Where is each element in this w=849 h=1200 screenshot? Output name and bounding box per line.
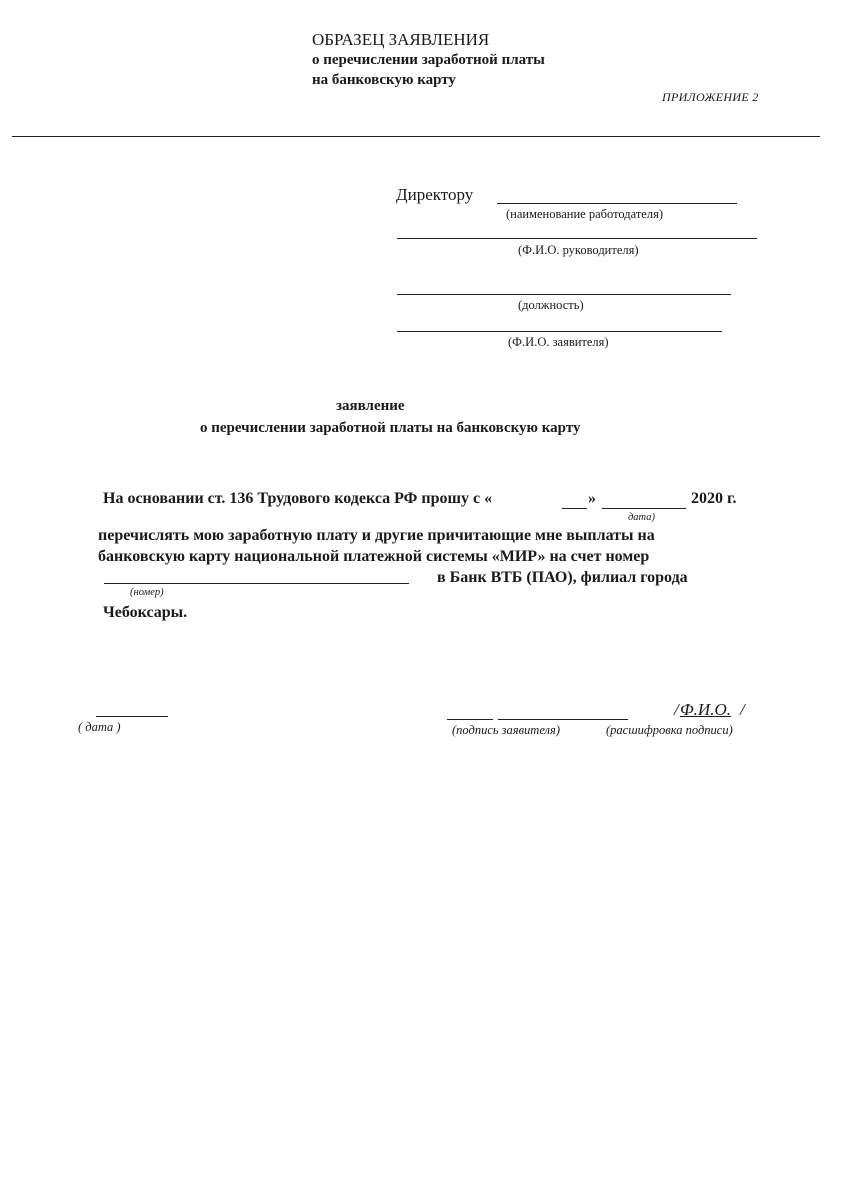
date-signature-line (96, 716, 168, 717)
position-caption: (должность) (518, 298, 584, 312)
appendix-label: ПРИЛОЖЕНИЕ 2 (662, 90, 759, 104)
applicant-name-line (397, 331, 722, 332)
document-subtitle-line1: о перечислении заработной платы (312, 52, 545, 68)
fio-label: Ф.И.О. (680, 700, 731, 719)
account-number-line (104, 583, 409, 584)
signature-caption: (подпись заявителя) (452, 723, 560, 737)
fio-slash-right: / (740, 700, 745, 719)
statement-title: заявление (336, 398, 405, 414)
date-caption: дата) (628, 512, 656, 523)
statement-subtitle: о перечислении заработной платы на банковскую карту (200, 420, 581, 436)
month-blank (602, 508, 686, 509)
document-sample-title: ОБРАЗЕЦ ЗАЯВЛЕНИЯ (312, 30, 490, 49)
fio-slash-left: / (674, 700, 679, 719)
city-name: Чебоксары. (103, 604, 188, 621)
position-line (397, 294, 731, 295)
applicant-name-caption: (Ф.И.О. заявителя) (508, 335, 609, 349)
body-line1-quote-close: » (588, 490, 596, 507)
body-line3: банковскую карту национальной платежной системы «МИР» на счет номер (98, 548, 650, 565)
body-line1-year: 2020 г. (691, 490, 737, 507)
account-number-caption: (номер) (130, 587, 164, 598)
head-name-caption: (Ф.И.О. руководителя) (518, 243, 639, 257)
document-subtitle-line2: на банковскую карту (312, 72, 456, 88)
employer-line (497, 203, 737, 204)
signature-line-long (498, 719, 628, 720)
body-line2: перечислять мою заработную плату и другие причитающие мне выплаты на (98, 527, 655, 544)
body-line1-prefix: На основании ст. 136 Трудового кодекса РФ прошу с « (103, 490, 493, 507)
header-divider (12, 136, 820, 137)
director-label: Директору (396, 185, 474, 204)
head-name-line (397, 238, 757, 239)
signature-line-short (447, 719, 493, 720)
bank-text: в Банк ВТБ (ПАО), филиал города (437, 569, 688, 586)
employer-caption: (наименование работодателя) (506, 207, 664, 221)
day-blank (562, 508, 587, 509)
decoding-caption: (расшифровка подписи) (606, 723, 733, 737)
date-signature-caption: ( дата ) (78, 720, 121, 734)
